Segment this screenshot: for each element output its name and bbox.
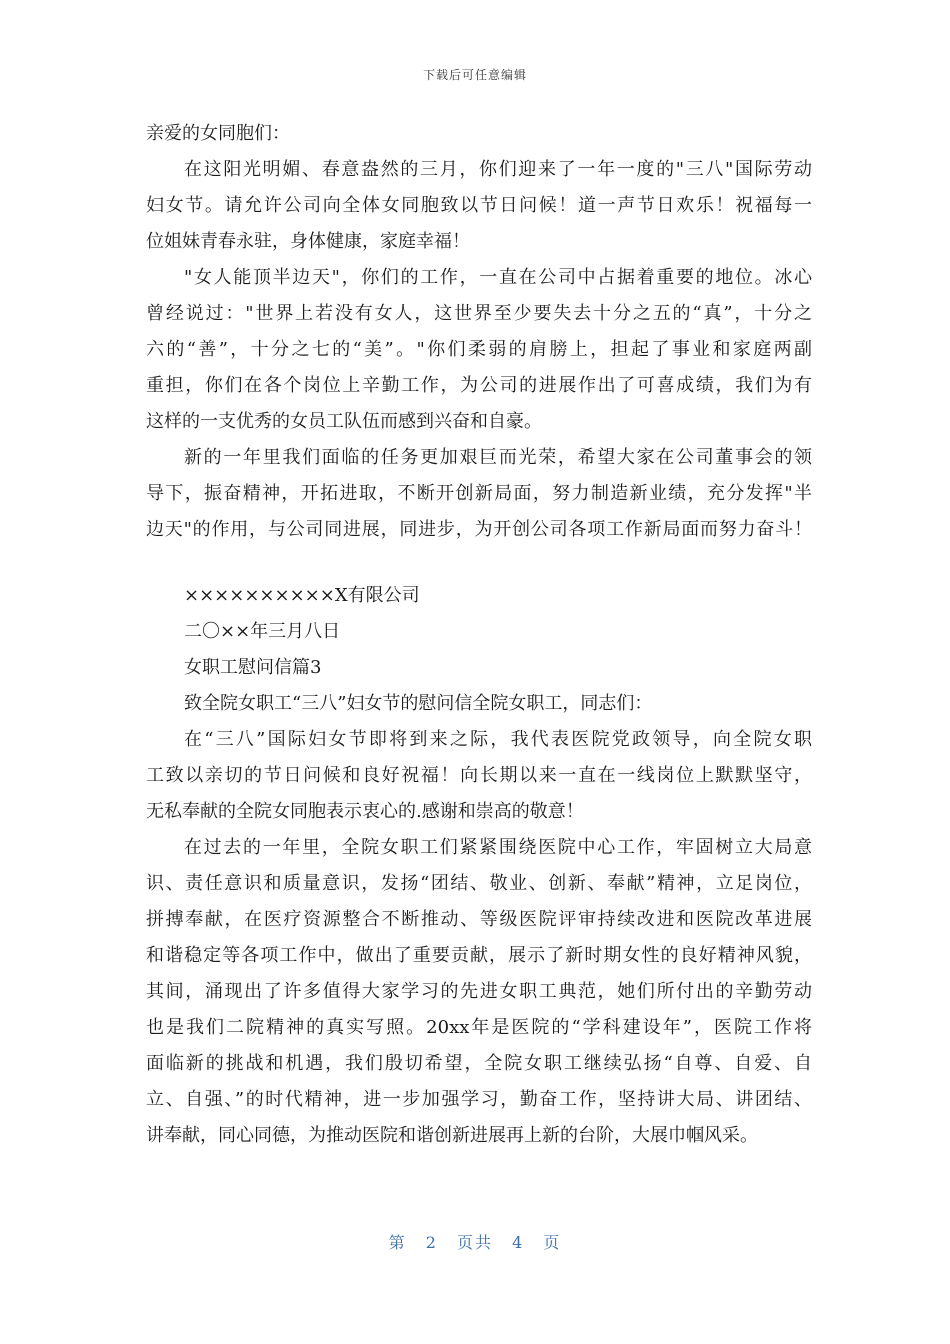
- paragraph-line: 六的“善”，十分之七的“美”。"你们柔弱的肩膀上，担起了事业和家庭两副: [146, 339, 812, 360]
- paragraph-line: 工致以亲切的节日问候和良好祝福！向长期以来一直在一线岗位上默默坚守，: [146, 765, 812, 786]
- salutation: 亲爱的女同胞们：: [146, 123, 290, 144]
- paragraph-line: 无私奉献的全院女同胞表示衷心的.感谢和崇高的敬意！: [146, 801, 584, 822]
- page-header: 下载后可任意编辑: [422, 68, 527, 82]
- paragraph-line: 新的一年里我们面临的任务更加艰巨而光荣，希望大家在公司董事会的领: [184, 447, 812, 468]
- paragraph-line: 在这阳光明媚、春意盎然的三月，你们迎来了一年一度的"三八"国际劳动: [184, 159, 812, 180]
- paragraph-line: 在“三八”国际妇女节即将到来之际，我代表医院党政领导，向全院女职: [184, 729, 812, 750]
- paragraph-line: 曾经说过："世界上若没有女人，这世界至少要失去十分之五的“真”，十分之: [146, 303, 812, 324]
- paragraph-line: 立、自强、”的时代精神，进一步加强学习，勤奋工作，坚持讲大局、讲团结、: [146, 1089, 812, 1110]
- signature-date: 二〇××年三月八日: [184, 621, 341, 642]
- letter-heading: 致全院女职工“三八”妇女节的慰问信全院女职工，同志们：: [184, 693, 653, 714]
- paragraph-line: 也是我们二院精神的真实写照。20xx年是医院的“学科建设年”，医院工作将: [146, 1017, 812, 1038]
- paragraph-line: 拼搏奉献，在医疗资源整合不断推动、等级医院评审持续改进和医院改革进展: [146, 909, 812, 930]
- paragraph-line: 边天"的作用，与公司同进展，同进步，为开创公司各项工作新局面而努力奋斗！: [146, 519, 812, 540]
- paragraph-line: 导下，振奋精神，开拓进取，不断开创新局面，努力制造新业绩，充分发挥"半: [146, 483, 812, 504]
- page-number-footer: 第 2 页共 4 页: [388, 1233, 562, 1252]
- paragraph-line: 面临新的挑战和机遇，我们殷切希望，全院女职工继续弘扬“自尊、自爱、自: [146, 1053, 812, 1074]
- paragraph-line: 在过去的一年里，全院女职工们紧紧围绕医院中心工作，牢固树立大局意: [184, 837, 812, 858]
- paragraph-line: 位姐妹青春永驻，身体健康，家庭幸福！: [146, 231, 470, 252]
- paragraph-line: 妇女节。请允许公司向全体女同胞致以节日问候！道一声节日欢乐！祝福每一: [146, 195, 812, 216]
- signature-company: ××××××××××X有限公司: [184, 585, 420, 606]
- paragraph-line: 这样的一支优秀的女员工队伍而感到兴奋和自豪。: [146, 411, 542, 432]
- paragraph-line: 和谐稳定等各项工作中，做出了重要贡献，展示了新时期女性的良好精神风貌，: [146, 945, 812, 966]
- paragraph-line: 讲奉献，同心同德，为推动医院和谐创新进展再上新的台阶，大展巾帼风采。: [146, 1125, 758, 1146]
- paragraph-line: "女人能顶半边天"，你们的工作，一直在公司中占据着重要的地位。冰心: [184, 267, 812, 288]
- paragraph-line: 重担，你们在各个岗位上辛勤工作，为公司的进展作出了可喜成绩，我们为有: [146, 375, 812, 396]
- paragraph-line: 其间，涌现出了许多值得大家学习的先进女职工典范，她们所付出的辛勤劳动: [146, 981, 812, 1002]
- section-title: 女职工慰问信篇3: [184, 657, 322, 678]
- paragraph-line: 识、责任意识和质量意识，发扬“团结、敬业、创新、奉献”精神，立足岗位，: [146, 873, 812, 894]
- document-body: [146, 116, 812, 1154]
